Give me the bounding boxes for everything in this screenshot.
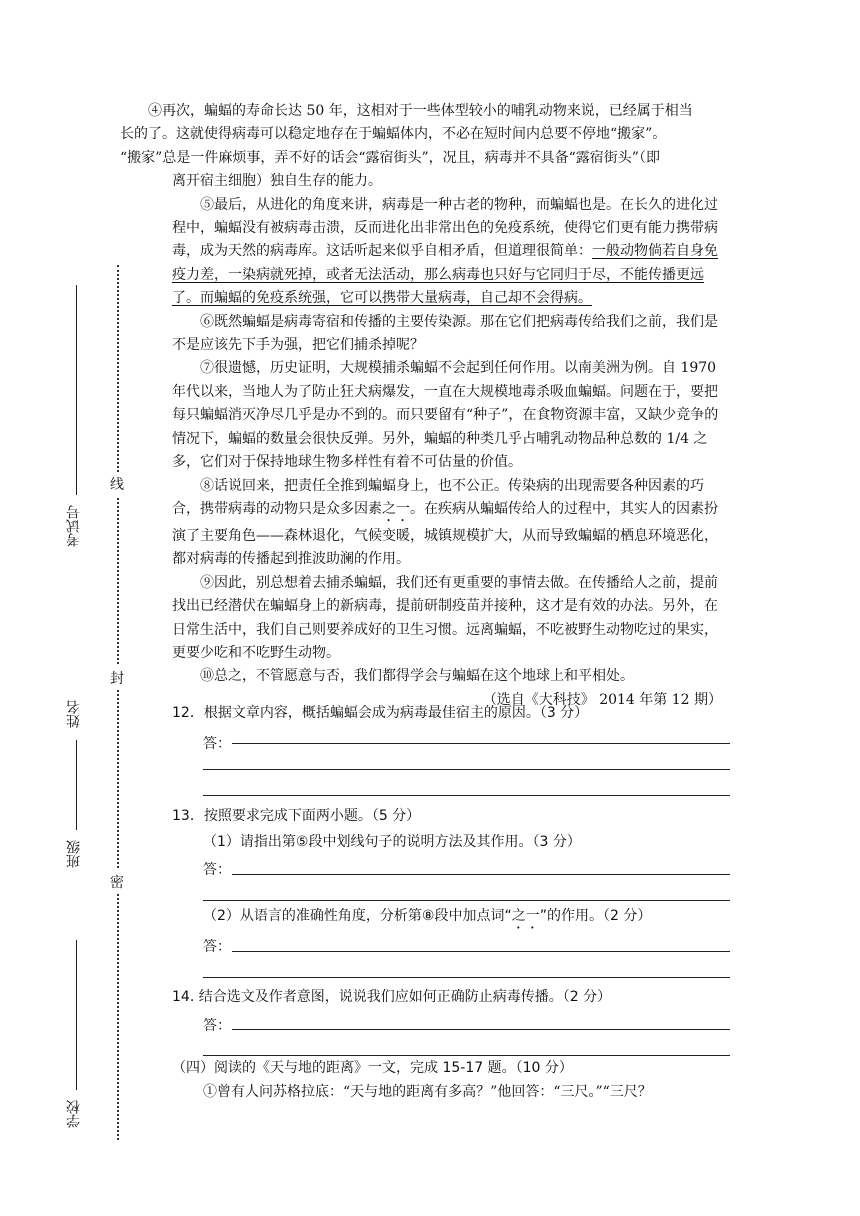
answer-line-13-1a[interactable] bbox=[232, 874, 730, 875]
binding-char-mi: 密 bbox=[110, 870, 124, 894]
section-4-para-1: ①曾有人问苏格拉底：“天与地的距离有多高？”他回答：“三尺。”“三尺？ bbox=[203, 1084, 652, 1100]
section-4-heading: （四）阅读的《天与地的距离》一文，完成 15-17 题。（10 分） bbox=[172, 1060, 573, 1076]
answer-line-13-2a[interactable] bbox=[232, 951, 730, 952]
name-label: 姓名 bbox=[66, 700, 82, 728]
question-14: 14. 结合选文及作者意图，说说我们应如何正确防止病毒传播。（2 分） bbox=[172, 989, 612, 1005]
exam-number-label: 考试号 bbox=[66, 505, 82, 547]
binding-char-xian: 线 bbox=[110, 472, 124, 496]
para-4-line2: 长的了。这就使得病毒可以稳定地存在于蝙蝠体内，不必在短时间内总要不停地“搬家”。 bbox=[120, 126, 667, 143]
para-4-line1: ④再次，蝙蝠的寿命长达 50 年，这相对于一些体型较小的哺乳动物来说，已经属于相当 bbox=[148, 103, 693, 119]
binding-dotted-line bbox=[117, 265, 119, 1140]
dotted-word: 之一 bbox=[382, 500, 410, 517]
underlined-sentence: 一般动物倘若自身免疫力差，一染病就死掉，或者无法活动，那么病毒也只好与它同归于尽，不能传播更远了。而蝙蝠的免疫系统强，它可以携带大量病毒，自己却不会得病。 bbox=[172, 243, 718, 307]
para-10: ⑩总之，不管愿意与否，我们都得学会与蝙蝠在这个地球上和平相处。 bbox=[200, 668, 634, 685]
answer-label-12: 答： bbox=[203, 736, 231, 752]
answer-line-14a[interactable] bbox=[232, 1029, 730, 1030]
para-4-line3: “搬家”总是一件麻烦事，弄不好的话会“露宿街头”，况且，病毒并不具备“露宿街头”（即 bbox=[120, 149, 660, 166]
source-citation: （选自《大科技》 2014 年第 12 期） bbox=[482, 691, 722, 708]
answer-line-13-2b[interactable] bbox=[203, 977, 730, 978]
class-line bbox=[76, 940, 77, 1090]
dotted-word-q13: 之一 bbox=[511, 908, 540, 924]
answer-line-12c[interactable] bbox=[203, 795, 730, 796]
question-12: 12．根据文章内容，概括蝙蝠会成为病毒最佳宿主的原因。（3 分） bbox=[172, 705, 589, 721]
answer-label-14: 答： bbox=[203, 1018, 231, 1034]
question-13-2: （2）从语言的准确性角度，分析第⑧段中加点词“之一”的作用。（2 分） bbox=[203, 908, 652, 924]
para-6: ⑥既然蝙蝠是病毒寄宿和传播的主要传染源。那在它们把病毒传给我们之前，我们是不是应该先下手为强，把它们捕杀掉呢？ bbox=[172, 313, 718, 354]
question-13: 13．按照要求完成下面两小题。（5 分） bbox=[172, 808, 421, 824]
para-9: ⑨因此，别总想着去捕杀蝙蝠，我们还有更重要的事情去做。在传播给人之前，提前找出已经潜伏在蝙蝠身上的新病毒，提前研制疫苗并接种，这才是有效的办法。另外，在日常生活中，我们自己则要养成好的卫生习惯。远离蝙蝠，不吃被野生动物吃过的果实，更要少吃和不吃野生动物。 bbox=[172, 574, 718, 661]
school-label: 学校 bbox=[66, 1100, 82, 1128]
answer-label-13-1: 答： bbox=[203, 862, 231, 878]
name-line bbox=[76, 740, 77, 830]
answer-line-12a[interactable] bbox=[232, 743, 730, 744]
answer-line-12b[interactable] bbox=[203, 769, 730, 770]
exam-number-line bbox=[76, 285, 77, 495]
para-4-line4: 离开宿主细胞）独自生存的能力。 bbox=[172, 173, 382, 190]
answer-line-14b[interactable] bbox=[203, 1055, 730, 1056]
question-13-1: （1）请指出第⑤段中划线句子的说明方法及其作用。（3 分） bbox=[203, 834, 581, 850]
class-label: 班级 bbox=[66, 840, 82, 868]
binding-char-feng: 封 bbox=[110, 666, 124, 690]
answer-line-13-1b[interactable] bbox=[203, 900, 730, 901]
para-5: ⑤最后，从进化的角度来讲，病毒是一种古老的物种，而蝙蝠也是。在长久的进化过程中，蝙蝠没有被病毒击溃，反而进化出非常出色的免疫系统，使得它们更有能力携带病毒，成为天然的病毒库。这话听起来似乎自相矛盾，但道理很简单：一般动物倘若自身免疫力差，一染病就死掉，或者无法活动，那么病毒也只好与它同归于尽，不能传播更远了。而蝙蝠的免疫系统强，它可以携带大量病毒，自己却不会得病。 bbox=[172, 196, 718, 307]
para-7: ⑦很遗憾，历史证明，大规模捕杀蝙蝠不会起到任何作用。以南美洲为例。自 1970 年代以来，当地人为了防止狂犬病爆发，一直在大规模地毒杀吸血蝙蝠。问题在于，要把每只蝙蝠消灭净尽几乎是办不到的。而只要留有“种子”，在食物资源丰富，又缺少竞争的情况下，蝙蝠的数量会很快反弹。另外，蝙蝠的种类几乎占哺乳动物品种总数的 1/4 之多，它们对于保持地球生物多样性有着不可估量的价值。 bbox=[172, 360, 719, 471]
passage bbox=[120, 100, 730, 712]
answer-label-13-2: 答： bbox=[203, 939, 231, 955]
para-8: ⑧话说回来，把责任全推到蝙蝠身上，也不公正。传染病的出现需要各种因素的巧合，携带病毒的动物只是众多因素之一。在疾病从蝙蝠传给人的过程中，其实人的因素扮演了主要角色——森林退化，气候变暖，城镇规模扩大，从而导致蝙蝠的栖息环境恶化，都对病毒的传播起到推波助澜的作用。 bbox=[172, 477, 718, 568]
